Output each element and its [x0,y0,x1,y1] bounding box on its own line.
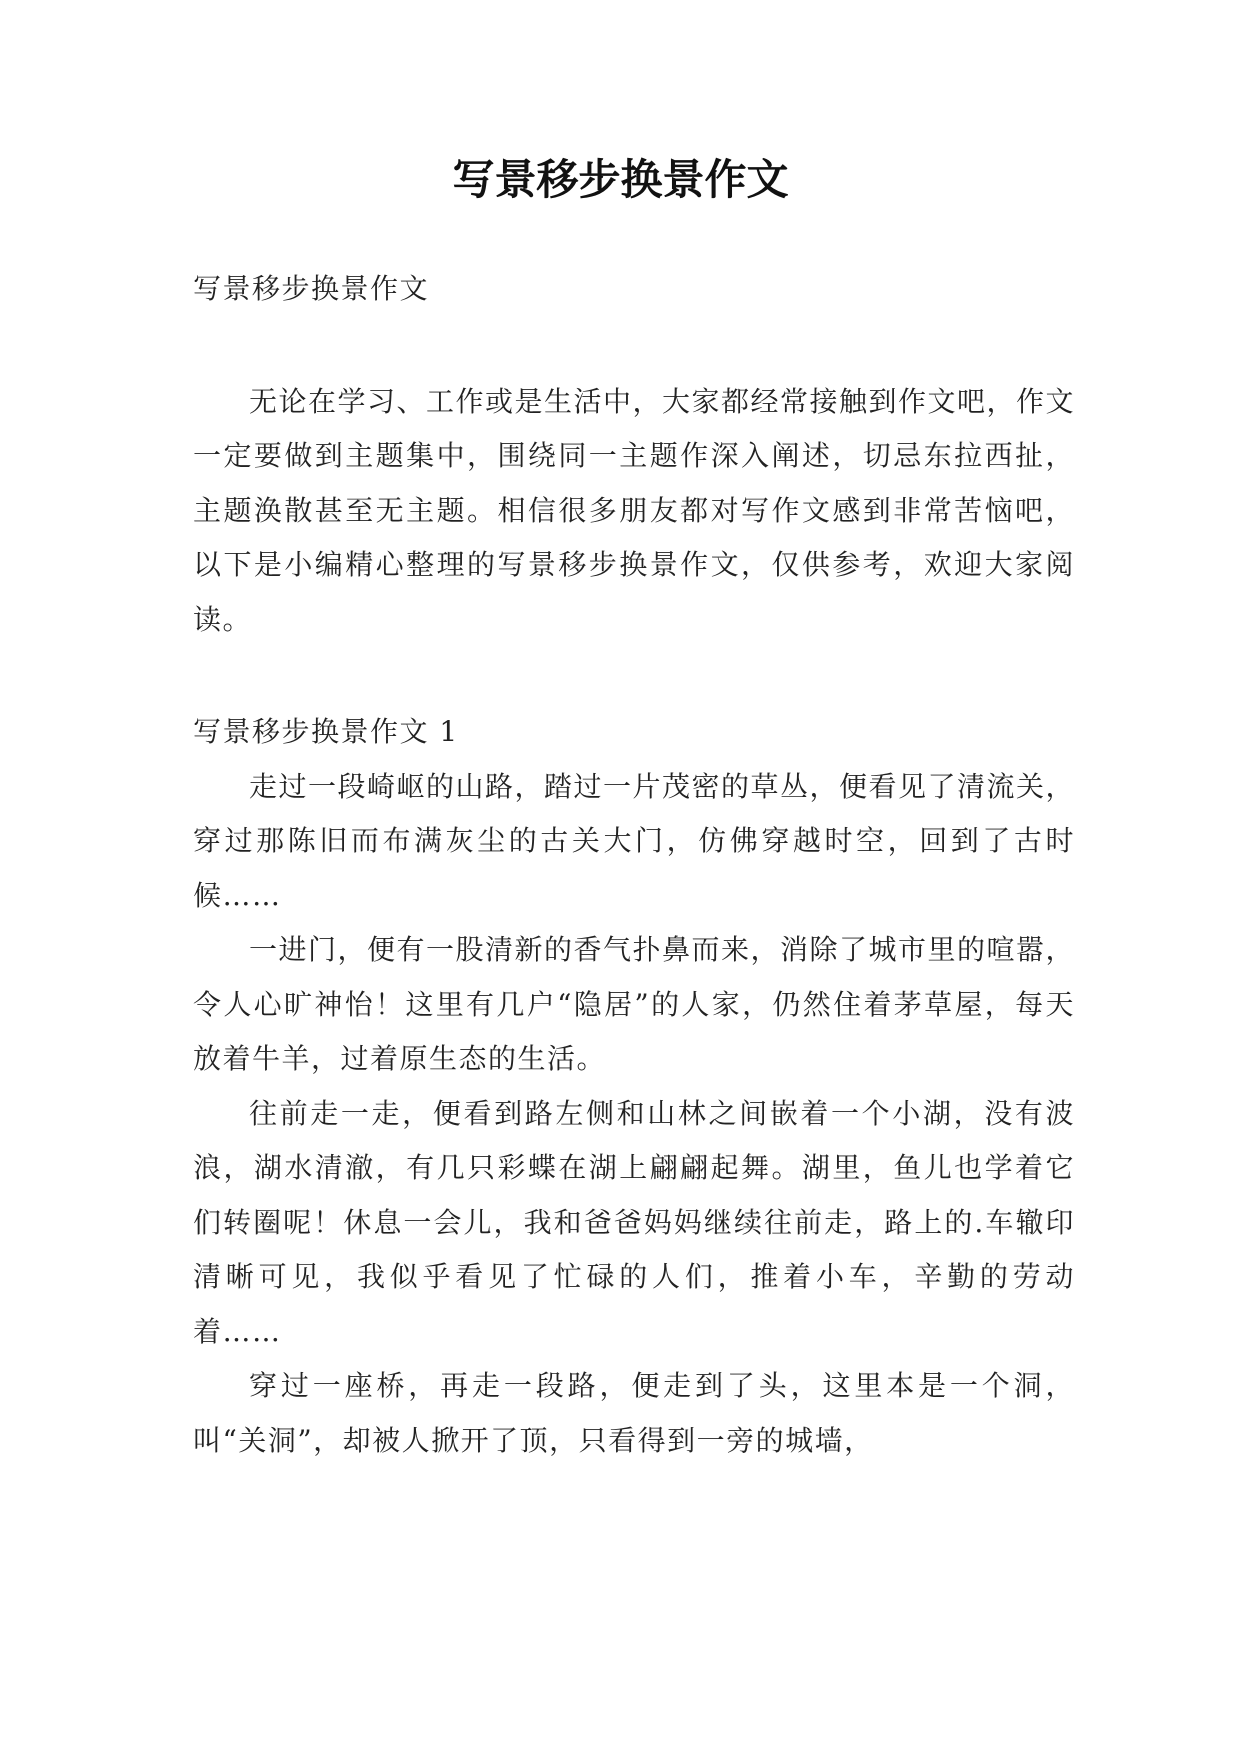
document-body [193,262,1075,1468]
document-subtitle: 写景移步换景作文 [193,272,430,305]
document-title: 写景移步换景作文 [452,155,789,204]
body-paragraph: 走过一段崎岖的山路，踏过一片茂密的草丛，便看见了清流关，穿过那陈旧而布满灰尘的古关大门，仿佛穿越时空，回到了古时候…… [193,769,1076,912]
paragraph-spacer [193,317,1075,375]
paragraph-spacer [193,647,1075,705]
body-paragraph: 一进门，便有一股清新的香气扑鼻而来，消除了城市里的喧嚣，令人心旷神怡！这里有几户“隐居”的人家，仍然住着茅草屋，每天放着牛羊，过着原生态的生活。 [193,933,1076,1075]
section-heading: 写景移步换景作文 1 [193,715,459,748]
body-paragraph: 穿过一座桥，再走一段路，便走到了头，这里本是一个洞，叫“关洞”，却被人掀开了顶，只看得到一旁的城墙， [193,1369,1075,1457]
intro-paragraph: 无论在学习、工作或是生活中，大家都经常接触到作文吧，作文一定要做到主题集中，围绕同一主题作深入阐述，切忌东拉西扯，主题涣散甚至无主题。相信很多朋友都对写作文感到非常苦恼吧，以下是小编精心整理的写景移步换景作文，仅供参考，欢迎大家阅读。 [193,384,1076,636]
body-paragraph: 往前走一走，便看到路左侧和山林之间嵌着一个小湖，没有波浪，湖水清澈，有几只彩蝶在湖上翩翩起舞。湖里，鱼儿也学着它们转圈呢！休息一会儿，我和爸爸妈妈继续往前走，路上的.车辙印清晰可见，我似乎看见了忙碌的人们，推着小车，辛勤的劳动着…… [193,1096,1075,1348]
